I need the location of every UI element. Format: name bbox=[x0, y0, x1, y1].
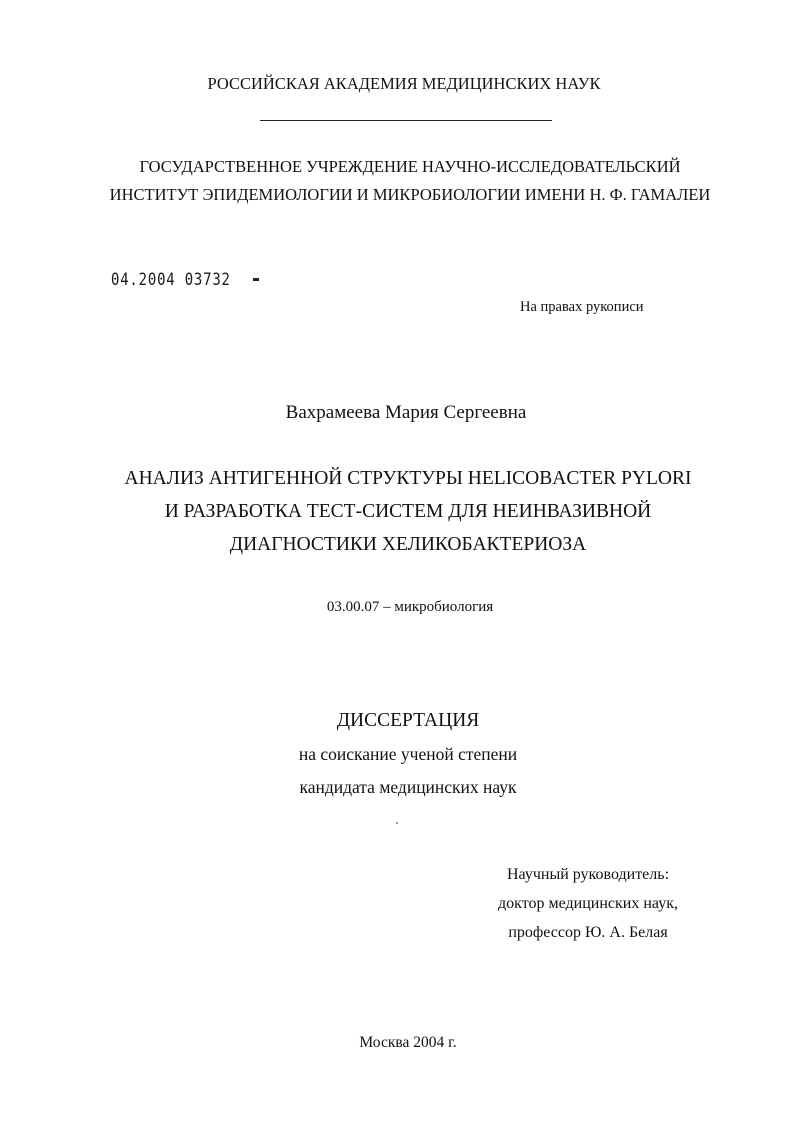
supervisor-heading: Научный руководитель: bbox=[506, 866, 670, 883]
scan-speck bbox=[396, 822, 398, 824]
work-type-label: ДИССЕРТАЦИЯ bbox=[336, 710, 480, 731]
header-divider bbox=[260, 120, 552, 121]
institution-name-line-1: ГОСУДАРСТВЕННОЕ УЧРЕЖДЕНИЕ НАУЧНО-ИССЛЕДОВАТЕЛЬСКИЙ bbox=[139, 157, 681, 176]
degree-line-1: на соискание ученой степени bbox=[298, 744, 518, 764]
registration-stamp-number: 04.2004 03732 bbox=[111, 270, 231, 290]
city-and-year: Москва 2004 г. bbox=[359, 1034, 457, 1051]
stamp-dash-mark bbox=[253, 278, 259, 281]
institution-name-line-2: ИНСТИТУТ ЭПИДЕМИОЛОГИИ И МИКРОБИОЛОГИИ ИМЕНИ Н. Ф. ГАМАЛЕИ bbox=[109, 185, 711, 204]
manuscript-rights-note: На правах рукописи bbox=[520, 299, 644, 315]
dissertation-title-line-1: АНАЛИЗ АНТИГЕННОЙ СТРУКТУРЫ HELICOBACTER PYLORI bbox=[124, 468, 692, 489]
dissertation-title-line-3: ДИАГНОСТИКИ ХЕЛИКОБАКТЕРИОЗА bbox=[229, 534, 587, 555]
specialty-code: 03.00.07 – микробиология bbox=[326, 599, 494, 615]
supervisor-degree: доктор медицинских наук, bbox=[498, 895, 678, 912]
author-name: Вахрамеева Мария Сергеевна bbox=[285, 402, 527, 423]
dissertation-title-line-2: И РАЗРАБОТКА ТЕСТ-СИСТЕМ ДЛЯ НЕИНВАЗИВНОЙ bbox=[164, 501, 652, 522]
academy-name: РОССИЙСКАЯ АКАДЕМИЯ МЕДИЦИНСКИХ НАУК bbox=[207, 74, 601, 93]
degree-line-2: кандидата медицинских наук bbox=[299, 777, 517, 797]
supervisor-name: профессор Ю. А. Белая bbox=[508, 924, 668, 941]
